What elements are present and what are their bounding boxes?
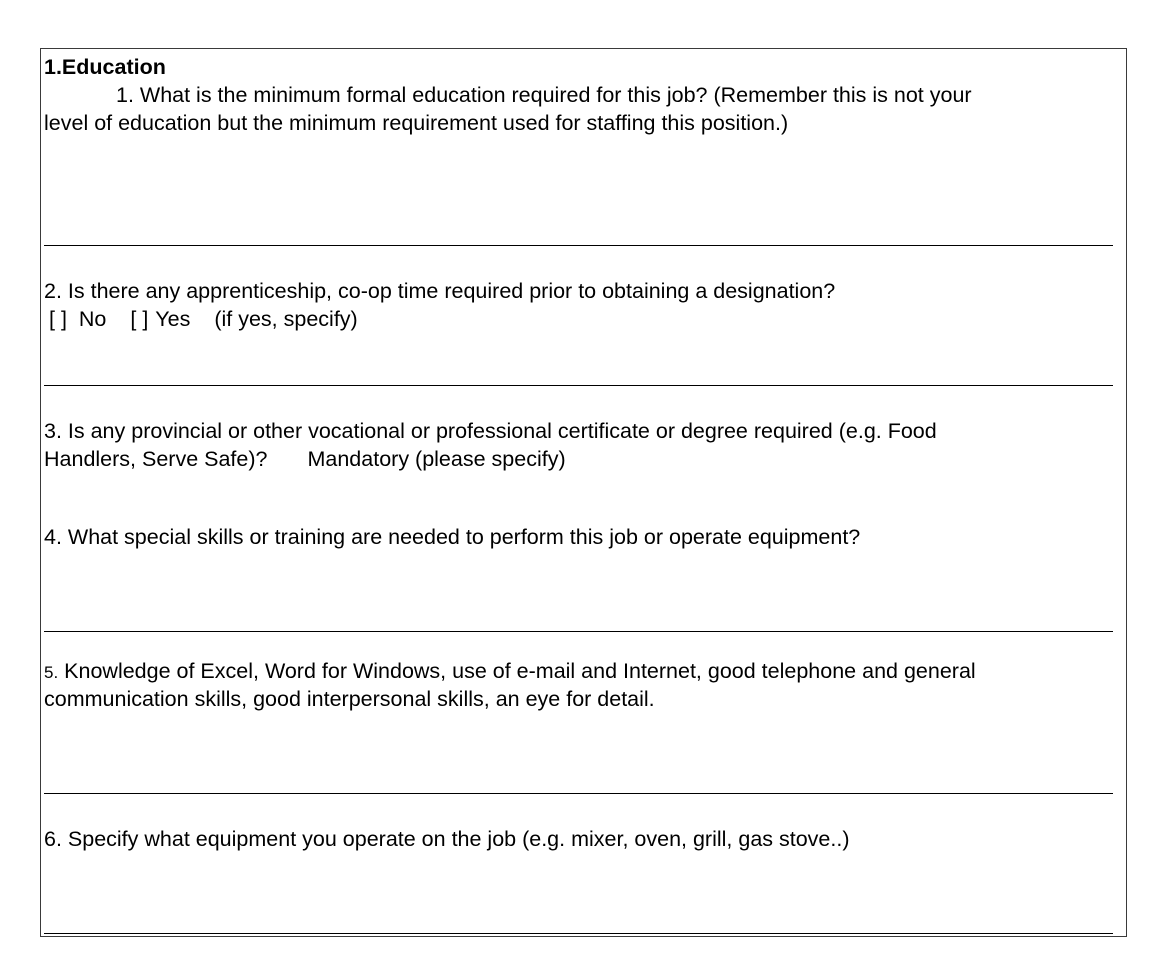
answer-line-1[interactable] bbox=[44, 245, 1113, 246]
question-5-number: 5. bbox=[44, 663, 59, 682]
question-3-line-2 bbox=[44, 445, 566, 473]
no-label: No bbox=[78, 307, 107, 331]
answer-line-5[interactable] bbox=[44, 793, 1113, 794]
yes-label: Yes bbox=[155, 307, 191, 331]
answer-line-4[interactable] bbox=[44, 631, 1113, 632]
question-2-line-1: 2. Is there any apprenticeship, co-op time required prior to obtaining a designation? bbox=[44, 279, 836, 303]
question-5-line-1 bbox=[44, 657, 976, 687]
question-1-line-1 bbox=[44, 81, 972, 109]
section-title: 1.Education bbox=[44, 55, 166, 79]
question-3-line-1: 3. Is any provincial or other vocational or professional certificate or degree required (e.g. Food bbox=[44, 419, 937, 443]
answer-line-2[interactable] bbox=[44, 385, 1113, 386]
question-1-text: 1. What is the minimum formal education required for this job? (Remember this is not your bbox=[116, 83, 972, 107]
no-checkbox[interactable]: [ ] bbox=[49, 307, 67, 331]
question-6-line-1: 6. Specify what equipment you operate on the job (e.g. mixer, oven, grill, gas stove..) bbox=[44, 827, 850, 851]
question-4-line-1: 4. What special skills or training are needed to perform this job or operate equipment? bbox=[44, 525, 861, 549]
question-5-line-2: communication skills, good interpersonal skills, an eye for detail. bbox=[44, 687, 655, 711]
mandatory-label: Mandatory (please specify) bbox=[307, 447, 566, 471]
education-form-frame bbox=[40, 48, 1127, 937]
question-3-line-2a: Handlers, Serve Safe)? bbox=[44, 447, 268, 471]
yes-note: (if yes, specify) bbox=[214, 307, 358, 331]
question-2-options bbox=[44, 305, 358, 333]
question-1-line-2: level of education but the minimum requirement used for staffing this position.) bbox=[44, 111, 789, 135]
question-5-text: Knowledge of Excel, Word for Windows, use of e-mail and Internet, good telephone and general bbox=[58, 659, 976, 683]
yes-checkbox[interactable]: [ ] bbox=[130, 307, 149, 331]
answer-line-6[interactable] bbox=[44, 933, 1113, 934]
